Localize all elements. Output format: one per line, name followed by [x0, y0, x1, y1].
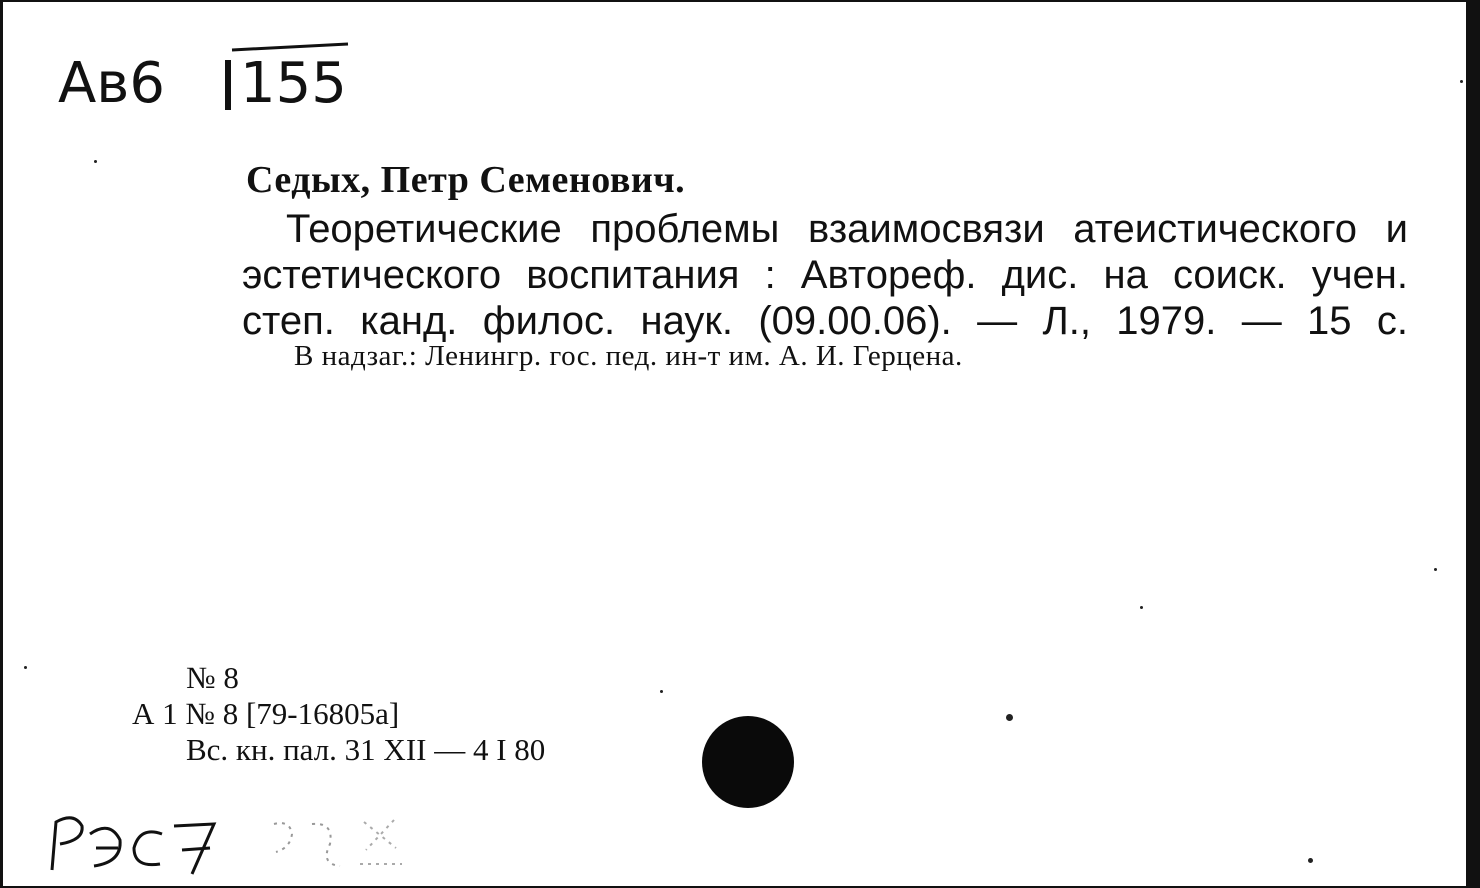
description-line: степ. канд. филос. наук. (09.00.06). — Л., 1979. — 15 с. [242, 299, 1408, 343]
punch-hole [702, 716, 794, 808]
card-right-edge [1466, 0, 1480, 888]
title-description [242, 206, 1408, 344]
author-heading: Седых, Петр Семенович. [246, 159, 686, 201]
record-number-line: А 1 № 8 [79-16805а] [132, 696, 400, 731]
scan-speck [1434, 568, 1437, 571]
scan-speck [1308, 858, 1313, 863]
description-line: Теоретические проблемы взаимосвязи атеистического и [286, 207, 1408, 251]
card-left-edge [0, 0, 3, 888]
shelfmark-prefix: Ав6 [58, 51, 165, 116]
handwritten-signature [44, 804, 424, 884]
card-top-edge [0, 0, 1480, 2]
scan-speck [1140, 606, 1143, 609]
chamber-date-line: Вс. кн. пал. 31 XII — 4 I 80 [186, 732, 546, 767]
scan-speck [660, 690, 663, 693]
description-line: эстетического воспитания : Автореф. дис. на соиск. учен. [242, 253, 1408, 297]
shelfmark-overline [232, 44, 348, 50]
scan-speck [94, 160, 97, 163]
number-line: № 8 [186, 660, 239, 695]
shelfmark-handwriting [56, 30, 376, 120]
scan-speck [24, 666, 27, 669]
scan-speck [1460, 80, 1463, 83]
scan-speck [1006, 714, 1013, 721]
shelfmark [56, 30, 376, 120]
shelfmark-number: 155 [240, 51, 347, 116]
header-note: В надзаг.: Ленингр. гос. пед. ин-т им. А. И. Герцена. [294, 340, 963, 372]
